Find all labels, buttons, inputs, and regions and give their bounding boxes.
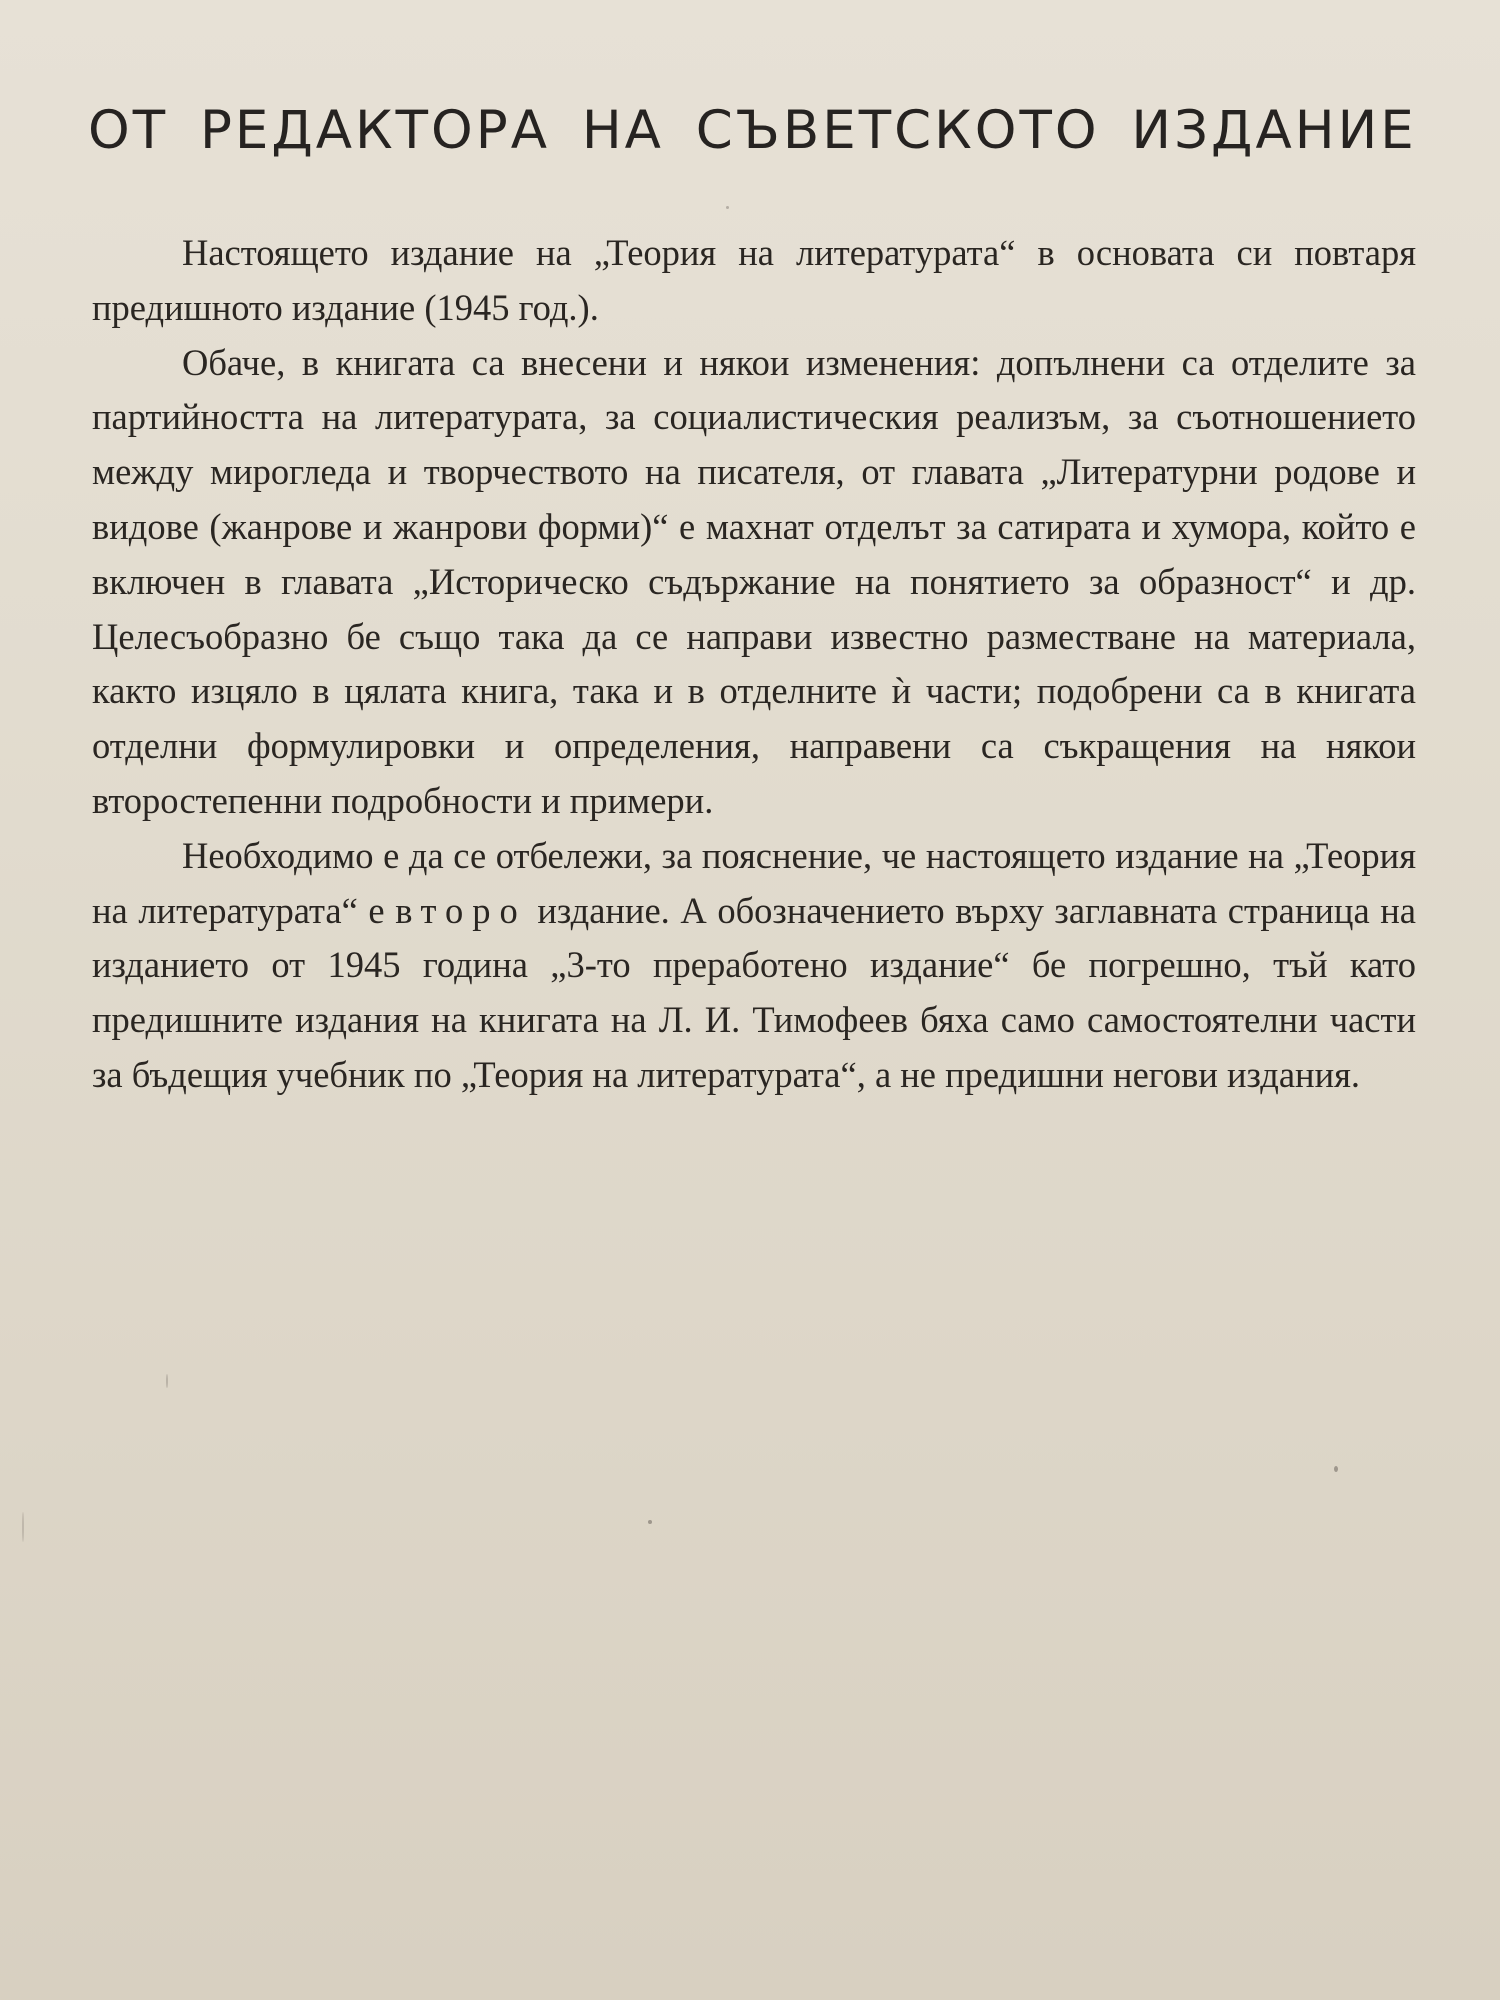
paragraph-2: Обаче, в книгата са внесени и някои изменения: допълнени са отделите за партийността на литературата, за социалистическия реализъм, за съотношението между мирогледа и творчеството на писателя, от главата „Литературни родове и видове (жанрове и жанрови форми)“ е махнат отделът за сатирата и хумора, който е включен в главата „Историческо съдържание на понятието за образност“ и др. Целесъобразно бе също така да се направи известно разместване на материала, както изцяло в цялата книга, така и в отделните ѝ части; подобрени са в книгата отделни формулировки и определения, направени са съкращения на някои второстепенни подробности и примери.	[92, 341, 1416, 821]
paragraph-1: Настоящето издание на „Теория на литературата“ в основата си повтаря предишното издание (1945 год.).	[92, 232, 1416, 328]
paragraph-3-end: издание. А обозначението върху заглавната страница на изданието от 1945 година „3-то преработено издание“ бе погрешно, тъй като предишните издания на книгата на Л. И. Тимофеев бяха само самостоятелни части за бъдещия учебник по „Теория на литературата“, а не предишни негови издания.	[92, 889, 1416, 1095]
paper-speck	[22, 1512, 24, 1542]
paragraph-3-start: Необходимо е да се отбележи, за пояснение, че настоящето издание на „Теория на литературата“ е	[92, 834, 1416, 931]
body-text	[92, 226, 1416, 1103]
page-title: ОТ РЕДАКТОРА НА СЪВЕТСКОТО ИЗДАНИЕ	[88, 100, 1417, 161]
paper-speck	[1334, 1466, 1338, 1472]
paragraph-3	[92, 829, 1416, 1103]
paper-speck	[648, 1520, 652, 1524]
paper-speck	[166, 1374, 168, 1388]
emphasized-word: второ	[395, 889, 527, 931]
paper-speck	[726, 206, 729, 209]
